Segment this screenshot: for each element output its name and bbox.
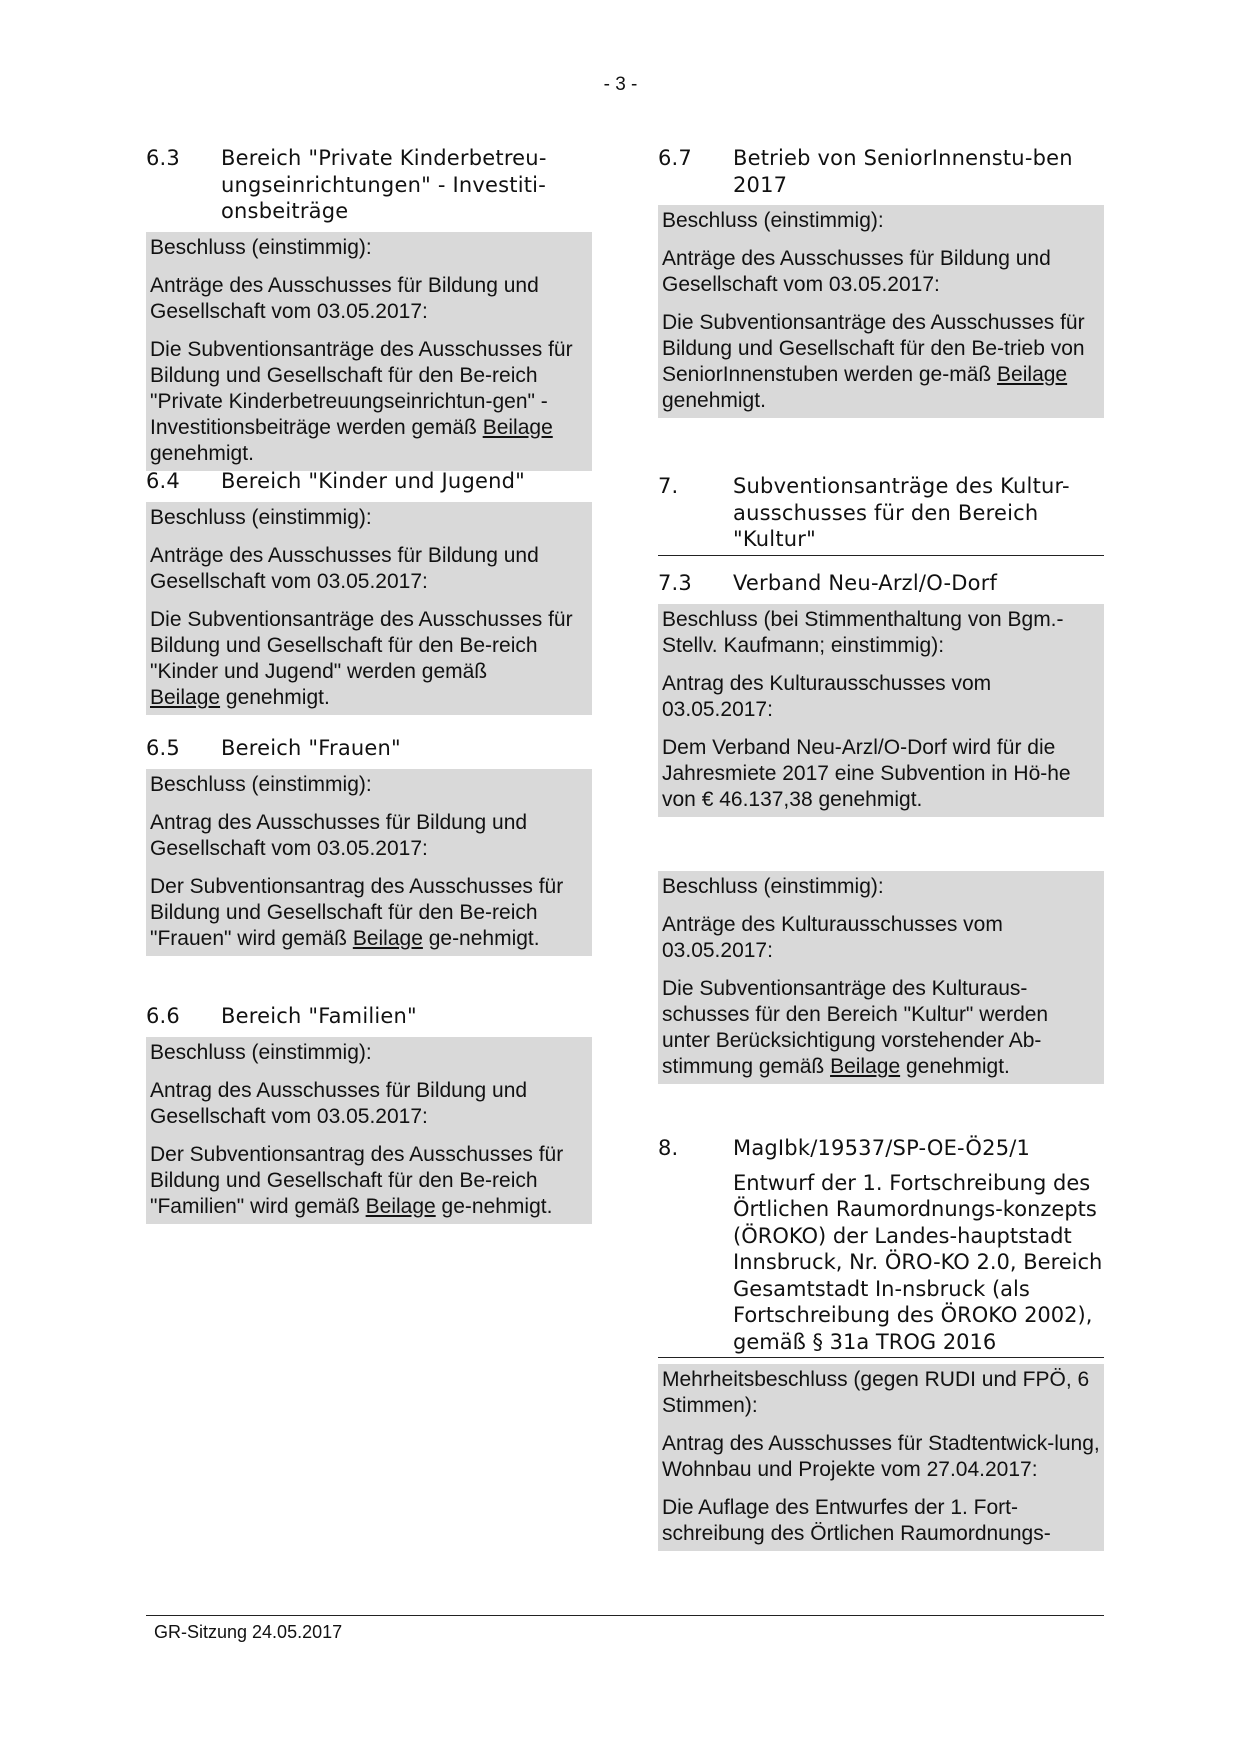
resolution-box xyxy=(146,232,592,471)
section-number: 6.3 xyxy=(146,146,180,170)
decision-label: Beschluss (einstimmig): xyxy=(150,1040,372,1064)
footer-text: GR-Sitzung 24.05.2017 xyxy=(154,1622,343,1642)
resolution-text: Dem Verband Neu-Arzl/O-Dorf wird für die Jahresmiete 2017 eine Subvention in Hö-he von € 46.137,38 genehmigt. xyxy=(662,735,1071,811)
decision-label: Mehrheitsbeschluss (gegen RUDI und FPÖ, 6 Stimmen): xyxy=(662,1368,1090,1417)
section-7 xyxy=(658,473,1104,556)
resolution-text: Die Auflage des Entwurfes der 1. Fort-schreibung des Örtlichen Raumordnungs- xyxy=(662,1496,1051,1545)
motion-text: Antrag des Kulturausschusses vom 03.05.2017: xyxy=(662,671,992,721)
beilage-link[interactable]: Beilage xyxy=(482,415,553,439)
section-7-summary xyxy=(658,871,1104,1084)
resolution-text: Die Subventionsanträge des Ausschusses für Bildung und Gesellschaft für den Be-reich "Private Kinderbetreuungseinrichtun-gen" - Investitionsbeiträge werden gemäß Beilage genehmigt. xyxy=(150,337,573,465)
motion-text: Anträge des Ausschusses für Bildung und Gesellschaft vom 03.05.2017: xyxy=(150,273,539,323)
beilage-link[interactable]: Beilage xyxy=(830,1055,901,1078)
section-title: Bereich "Frauen" xyxy=(221,736,401,760)
page-number: - 3 - xyxy=(603,74,638,95)
section-6-3 xyxy=(146,145,592,471)
motion-text: Antrag des Ausschusses für Bildung und Gesellschaft vom 03.05.2017: xyxy=(150,1078,528,1128)
section-title: Bereich "Familien" xyxy=(221,1004,417,1028)
section-title: Subventionsanträge des Kultur-ausschusses für den Bereich "Kultur" xyxy=(733,474,1070,551)
motion-text: Antrag des Ausschusses für Bildung und Gesellschaft vom 03.05.2017: xyxy=(150,810,528,860)
section-7-3 xyxy=(658,570,1104,817)
section-title: Verband Neu-Arzl/O-Dorf xyxy=(733,571,998,595)
section-heading xyxy=(146,1003,592,1030)
beilage-link[interactable]: Beilage xyxy=(997,363,1068,386)
resolution-text: Der Subventionsantrag des Ausschusses für Bildung und Gesellschaft für den Be-reich "Familien" wird gemäß Beilage ge-nehmigt. xyxy=(150,1142,564,1218)
section-number: 6.7 xyxy=(658,146,692,170)
section-6-7 xyxy=(658,145,1104,418)
resolution-text: Die Subventionsanträge des Kulturaus-schusses für den Bereich "Kultur" werden unter Berücksichtigung vorstehender Ab-stimmung gemäß Beilage genehmigt. xyxy=(662,977,1049,1078)
resolution-box xyxy=(658,205,1104,418)
decision-label: Beschluss (einstimmig): xyxy=(662,875,884,898)
resolution-text: Die Subventionsanträge des Ausschusses für Bildung und Gesellschaft für den Be-trieb von SeniorInnenstuben werden ge-mäß Beilage genehmigt. xyxy=(662,311,1085,412)
section-heading xyxy=(658,473,1104,556)
section-number: 6.5 xyxy=(146,736,180,760)
section-number: 7. xyxy=(658,474,679,498)
resolution-box xyxy=(658,871,1104,1084)
resolution-box xyxy=(146,502,592,715)
section-title: Bereich "Private Kinderbetreu-ungseinrichtungen" - Investiti-onsbeiträge xyxy=(221,146,547,223)
resolution-box xyxy=(658,1364,1104,1551)
section-number: 7.3 xyxy=(658,571,692,595)
section-6-6 xyxy=(146,1003,592,1224)
decision-label: Beschluss (bei Stimmenthaltung von Bgm.-Stellv. Kaufmann; einstimmig): xyxy=(662,607,1064,657)
motion-text: Anträge des Ausschusses für Bildung und Gesellschaft vom 03.05.2017: xyxy=(662,247,1051,296)
decision-label: Beschluss (einstimmig): xyxy=(150,772,372,796)
section-number: 6.4 xyxy=(146,469,180,493)
section-title: MagIbk/19537/SP-OE-Ö25/1 xyxy=(733,1136,1031,1160)
resolution-box xyxy=(658,604,1104,817)
section-number: 8. xyxy=(658,1136,679,1160)
section-heading xyxy=(658,570,1104,597)
section-number: 6.6 xyxy=(146,1004,180,1028)
section-subtitle: Entwurf der 1. Fortschreibung des Örtlichen Raumordnungs-konzepts (ÖROKO) der Landes-hauptstadt Innsbruck, Nr. ÖRO-KO 2.0, Bereich Gesamtstadt In-nsbruck (als Fortschreibung des ÖROKO 2002), gemäß § 31a TROG 2016 xyxy=(658,1170,1104,1359)
section-title: Bereich "Kinder und Jugend" xyxy=(221,469,525,493)
section-heading xyxy=(658,1135,1104,1162)
page-footer xyxy=(146,1615,1104,1643)
motion-text: Anträge des Kulturausschusses vom 03.05.2017: xyxy=(662,913,1003,962)
motion-text: Antrag des Ausschusses für Stadtentwick-lung, Wohnbau und Projekte vom 27.04.2017: xyxy=(662,1432,1100,1481)
decision-label: Beschluss (einstimmig): xyxy=(662,209,884,232)
section-heading xyxy=(146,145,592,225)
resolution-box xyxy=(146,1037,592,1224)
section-heading xyxy=(146,468,592,495)
section-heading xyxy=(658,145,1104,198)
motion-text: Anträge des Ausschusses für Bildung und Gesellschaft vom 03.05.2017: xyxy=(150,543,539,593)
resolution-text: Der Subventionsantrag des Ausschusses für Bildung und Gesellschaft für den Be-reich "Frauen" wird gemäß Beilage ge-nehmigt. xyxy=(150,874,564,950)
section-heading xyxy=(146,735,592,762)
decision-label: Beschluss (einstimmig): xyxy=(150,505,372,529)
section-title: Betrieb von SeniorInnenstu-ben 2017 xyxy=(733,146,1073,197)
resolution-text: Die Subventionsanträge des Ausschusses für Bildung und Gesellschaft für den Be-reich "Kinder und Jugend" werden gemäß Beilage genehmigt. xyxy=(150,607,573,709)
section-6-4 xyxy=(146,468,592,715)
section-8 xyxy=(658,1135,1104,1551)
decision-label: Beschluss (einstimmig): xyxy=(150,235,372,259)
resolution-box xyxy=(146,769,592,956)
section-6-5 xyxy=(146,735,592,956)
beilage-link[interactable]: Beilage xyxy=(352,926,423,950)
beilage-link[interactable]: Beilage xyxy=(365,1194,436,1218)
beilage-link[interactable]: Beilage xyxy=(150,685,221,709)
